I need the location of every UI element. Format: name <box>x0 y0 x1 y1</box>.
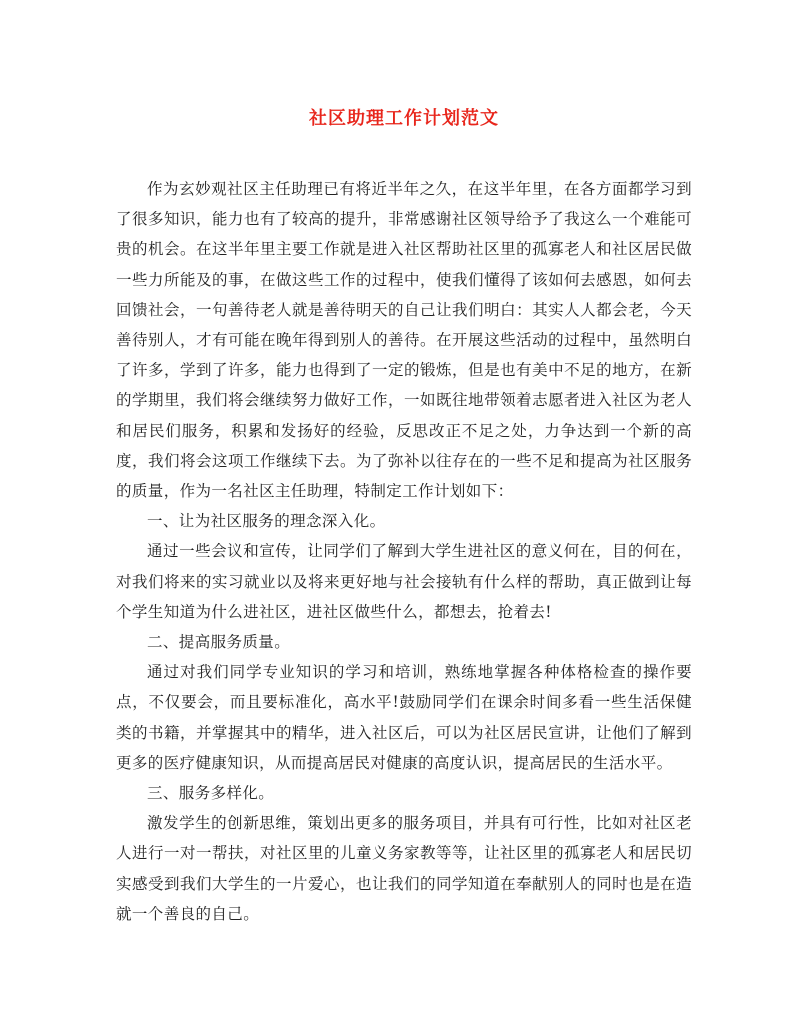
section-paragraph-2: 通过对我们同学专业知识的学习和培训，熟练地掌握各种体格检查的操作要点，不仅要会，而且要标准化，高水平!鼓励同学们在课余时间多看一些生活保健类的书籍，并掌握其中的精华，进入社区后，可以为社区居民宣讲，让他们了解到更多的医疗健康知识，从而提高居民对健康的高度认识，提高居民的生活水平。 <box>116 663 692 772</box>
section-heading-3: 三、服务多样化。 <box>147 784 275 803</box>
section-heading-1: 一、让为社区服务的理念深入化。 <box>147 512 386 531</box>
intro-paragraph: 作为玄妙观社区主任助理已有将近半年之久，在这半年里，在各方面都学习到了很多知识，能力也有了较高的提升，非常感谢社区领导给予了我这么一个难能可贵的机会。在这半年里主要工作就是进入社区帮助社区里的孤寡老人和社区居民做一些力所能及的事，在做这些工作的过程中，使我们懂得了该如何去感恩，如何去回馈社会，一句善待老人就是善待明天的自己让我们明白：其实人人都会老，今天善待别人，才有可能在晚年得到别人的善待。在开展这些活动的过程中，虽然明白了许多，学到了许多，能力也得到了一定的锻炼，但是也有美中不足的地方，在新的学期里，我们将会继续努力做好工作，一如既往地带领着志愿者进入社区为老人和居民们服务，积累和发扬好的经验，反思改正不足之处，力争达到一个新的高度，我们将会这项工作继续下去。为了弥补以往存在的一些不足和提高为社区服务的质量，作为一名社区主任助理，特制定工作计划如下： <box>116 180 692 501</box>
document-body <box>116 174 692 929</box>
section-heading-2: 二、提高服务质量。 <box>147 633 291 652</box>
document-title: 社区助理工作计划范文 <box>309 108 499 129</box>
section-paragraph-3: 激发学生的创新思维，策划出更多的服务项目，并具有可行性，比如对社区老人进行一对一帮扶，对社区里的儿童义务家教等等，让社区里的孤寡老人和居民切实感受到我们大学生的一片爱心，也让我们的同学知道在奉献别人的同时也是在造就一个善良的自己。 <box>116 814 692 923</box>
section-paragraph-1: 通过一些会议和宣传，让同学们了解到大学生进社区的意义何在，目的何在，对我们将来的实习就业以及将来更好地与社会接轨有什么样的帮助，真正做到让每个学生知道为什么进社区，进社区做些什么，都想去，抢着去! <box>116 542 692 621</box>
